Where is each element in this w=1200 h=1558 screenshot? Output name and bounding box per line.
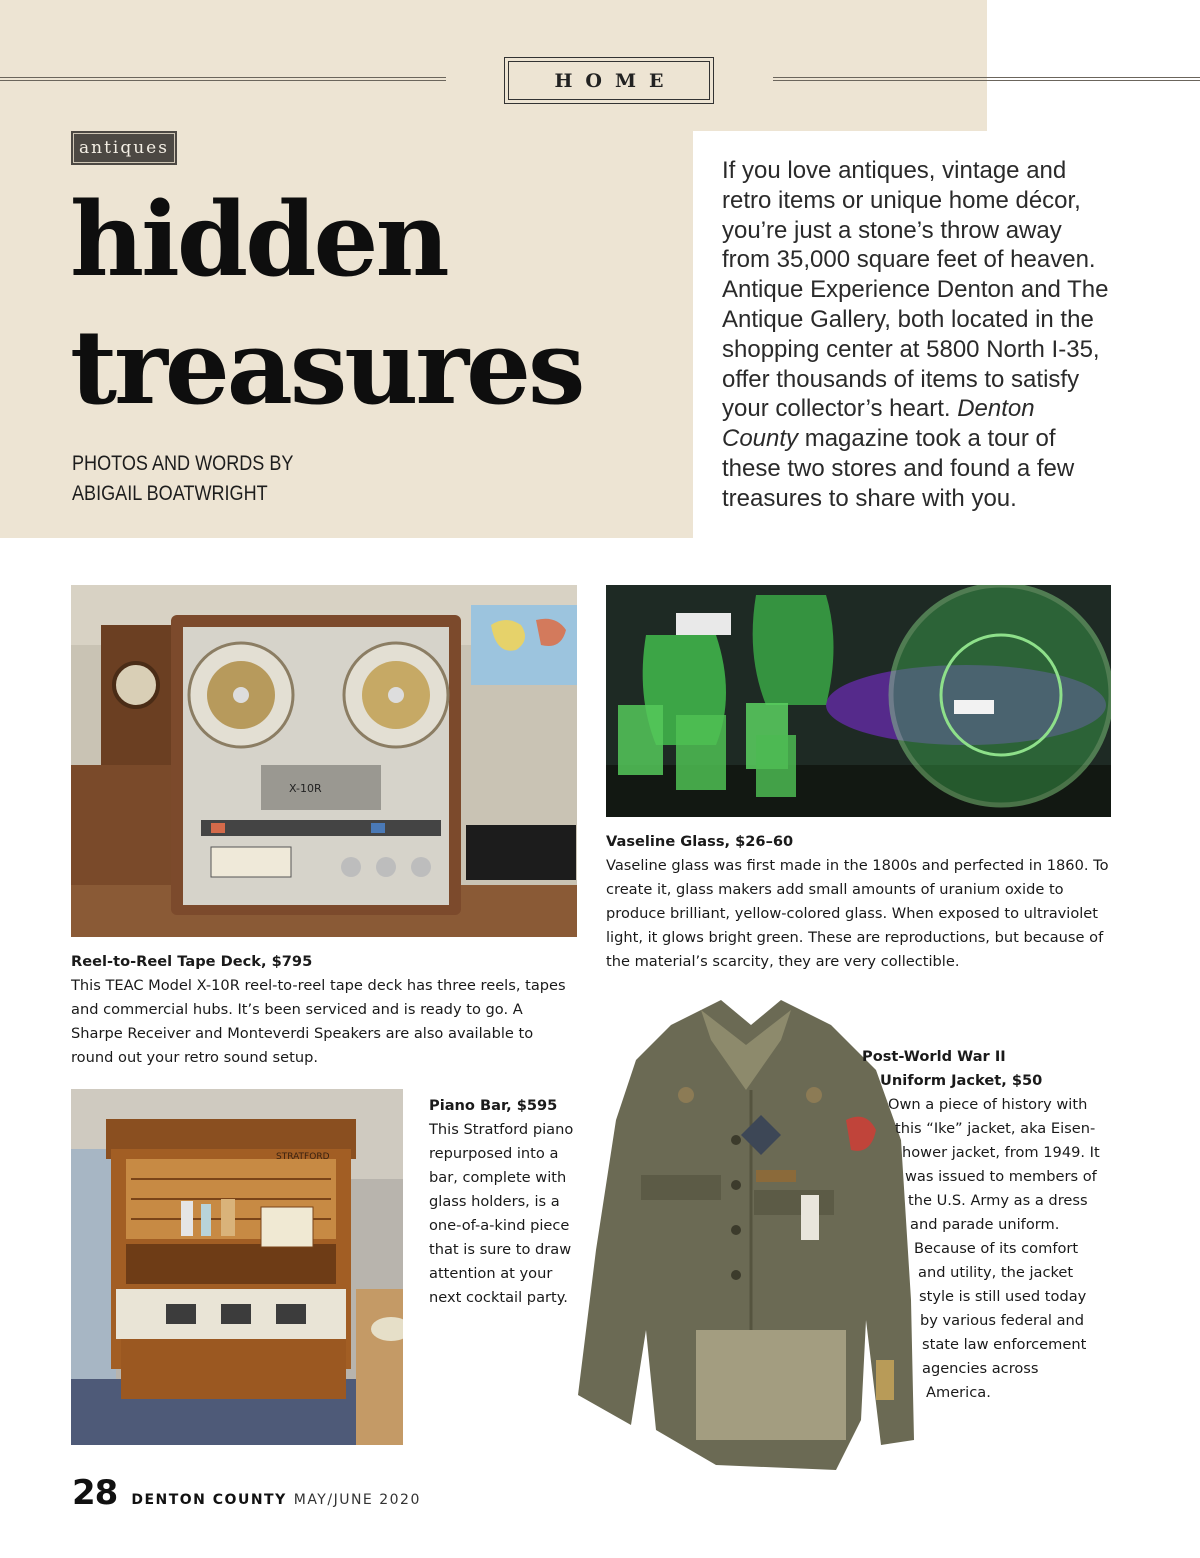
section-label-box xyxy=(504,57,714,104)
tape-deck-photo-label: X-10R xyxy=(289,782,322,795)
uniform-jacket-text-line: the U.S. Army as a dress xyxy=(908,1192,1088,1209)
uniform-jacket-text-line: Own a piece of history with xyxy=(888,1096,1088,1113)
section-rule-right xyxy=(773,77,1200,81)
issue-date: MAY/JUNE 2020 xyxy=(293,1492,421,1508)
uniform-jacket-text-line: this “Ike” jacket, aka Eisen- xyxy=(895,1120,1096,1137)
intro-text-end: magazine took a tour of these two stores and found a few treasures to share with you. xyxy=(722,425,1075,512)
uniform-jacket-text-line: agencies across xyxy=(922,1360,1039,1377)
tape-deck-photo xyxy=(71,585,577,937)
intro-paragraph xyxy=(722,156,1112,514)
vaseline-glass-description: Vaseline glass was first made in the 1800s and perfected in 1860. To create it, glass makers add small amounts of uranium oxide to produce brilliant, yellow-colored glass. When exposed to ultraviolet light, it glows bright green. These are reproductions, but because of the material’s scarcity, they are very collectible. xyxy=(606,857,1109,970)
uniform-jacket-text-line: was issued to members of xyxy=(905,1168,1097,1185)
vaseline-glass-photo xyxy=(606,585,1111,817)
uniform-jacket-caption xyxy=(862,1045,1162,1405)
byline xyxy=(72,449,293,509)
uniform-jacket-title-line: Post-World War II xyxy=(862,1048,1006,1065)
headline-line-1: hidden xyxy=(70,180,447,300)
magazine-name: DENTON COUNTY xyxy=(131,1492,287,1508)
tape-deck-title: Reel-to-Reel Tape Deck, $795 xyxy=(71,953,313,970)
intro-text-start: If you love antiques, vintage and retro items or unique home décor, you’re just a stone’s throw away from 35,000 square feet of heaven. Antique Experience Denton and The Antique Gallery, both located in the shopping center at 5800 North I-35, offer thousands of items to satisfy your collector’s heart. xyxy=(722,157,1109,423)
category-tag: antiques xyxy=(71,131,177,165)
uniform-jacket-text-line: Because of its comfort xyxy=(914,1240,1079,1257)
section-rule-left xyxy=(0,77,446,81)
byline-line-1: PHOTOS AND WORDS BY xyxy=(72,452,294,475)
piano-bar-photo-label: STRATFORD xyxy=(276,1152,330,1162)
uniform-jacket-text-line: style is still used today xyxy=(919,1288,1087,1305)
page-number: 28 xyxy=(72,1473,118,1513)
uniform-jacket-text-line: state law enforcement xyxy=(922,1336,1087,1353)
tape-deck-caption xyxy=(71,950,576,1070)
section-label: HOME xyxy=(508,61,710,100)
vaseline-glass-title: Vaseline Glass, $26–60 xyxy=(606,833,794,850)
intro-magazine-name: Denton County xyxy=(722,395,1035,453)
uniform-jacket-text-line: America. xyxy=(926,1384,991,1401)
tape-deck-description: This TEAC Model X-10R reel-to-reel tape deck has three reels, tapes and commercial hubs. It’s been serviced and is ready to go. A Sharpe Receiver and Monteverdi Speakers are also available to round out your retro sound setup. xyxy=(71,977,566,1066)
byline-line-2: ABIGAIL BOATWRIGHT xyxy=(72,482,268,505)
piano-bar-description: This Stratford piano repurposed into a bar, complete with glass holders, is a one-of-a-kind piece that is sure to draw attention at your next cocktail party. xyxy=(429,1121,574,1306)
uniform-jacket-text-line: and utility, the jacket xyxy=(918,1264,1074,1281)
uniform-jacket-title-line: Uniform Jacket, $50 xyxy=(880,1072,1043,1089)
piano-bar-title: Piano Bar, $595 xyxy=(429,1097,558,1114)
uniform-jacket-text-line: by various federal and xyxy=(920,1312,1085,1329)
uniform-jacket-text-line: hower jacket, from 1949. It xyxy=(902,1144,1100,1161)
vaseline-glass-caption xyxy=(606,830,1126,974)
header-band xyxy=(0,0,987,131)
page-footer xyxy=(72,1473,421,1513)
headline xyxy=(70,176,582,432)
piano-bar-photo xyxy=(71,1089,403,1445)
uniform-jacket-text-line: and parade uniform. xyxy=(910,1216,1060,1233)
piano-bar-caption xyxy=(429,1094,579,1310)
headline-line-2: treasures xyxy=(70,308,583,428)
